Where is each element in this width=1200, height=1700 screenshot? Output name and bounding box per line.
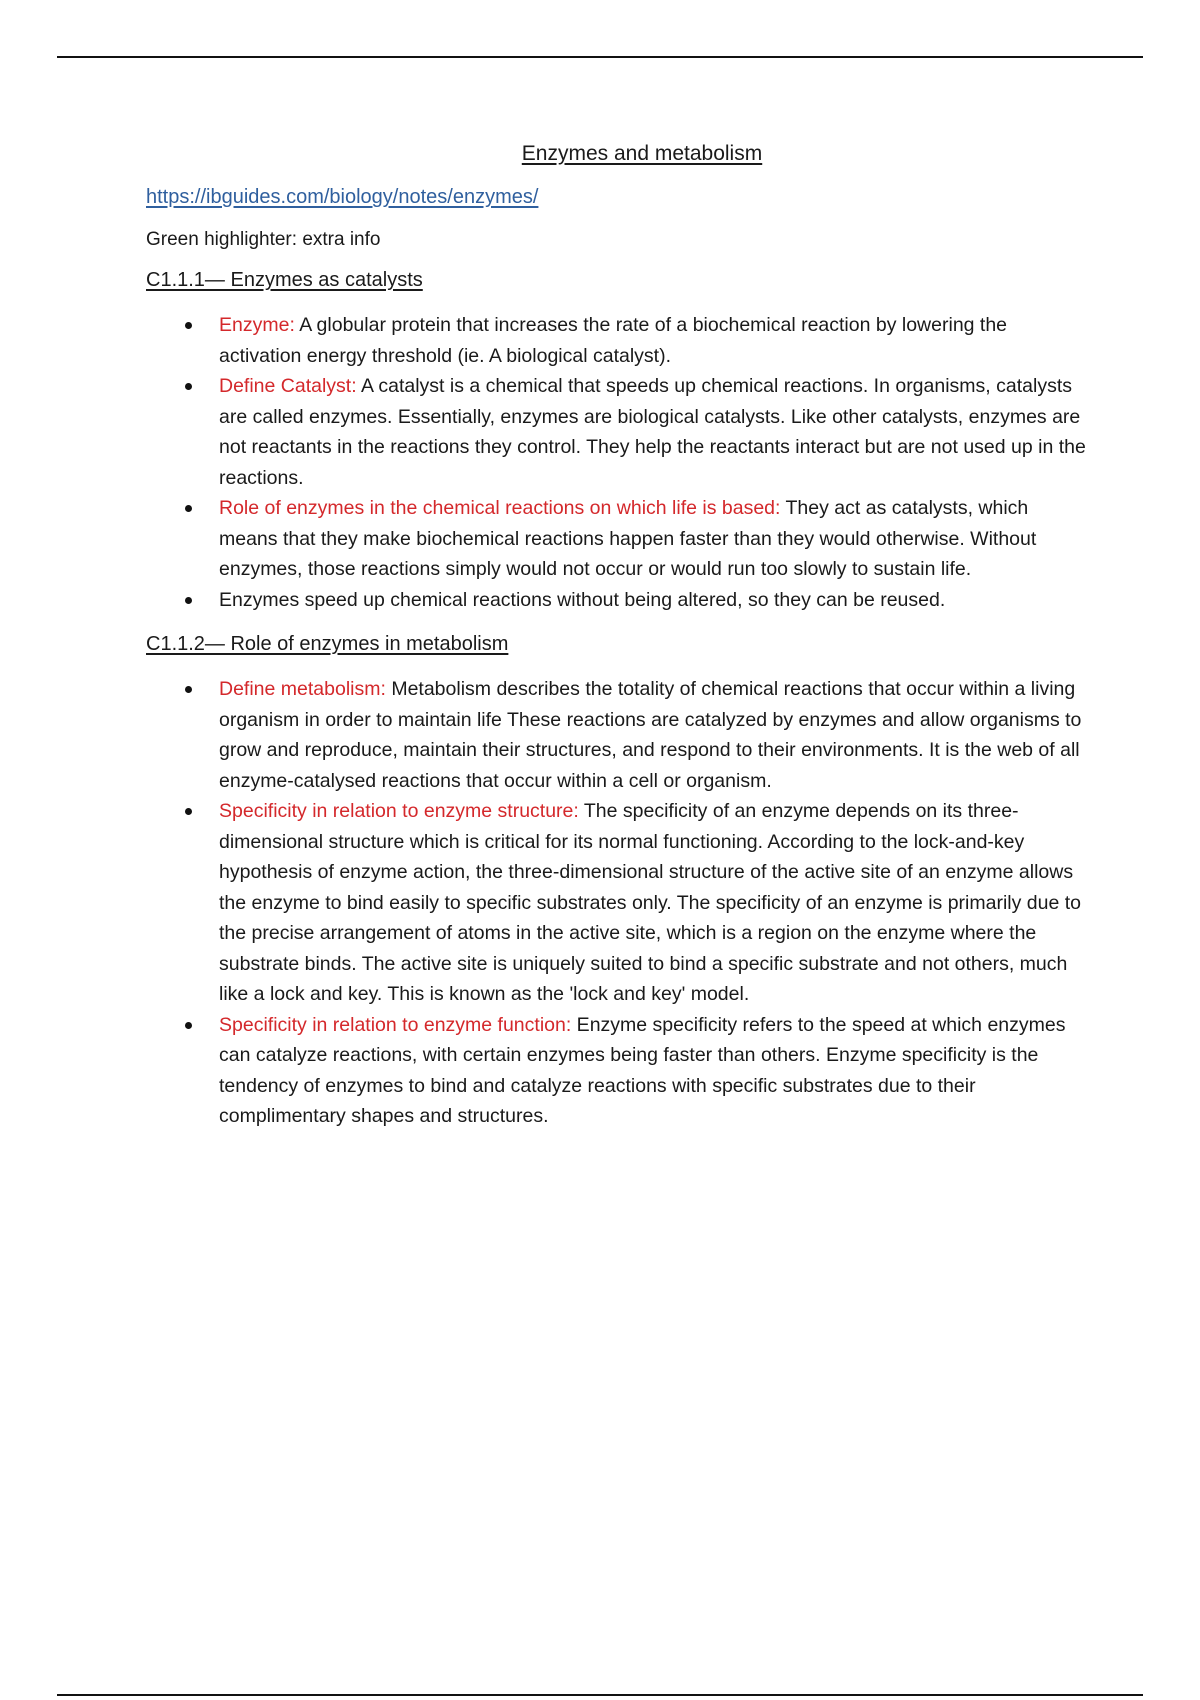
bottom-rule	[57, 1694, 1143, 1696]
list-item	[146, 674, 1090, 796]
bullet-icon	[185, 505, 192, 512]
top-rule	[57, 56, 1143, 58]
section-heading: C1.1.2— Role of enzymes in metabolism	[146, 633, 509, 655]
bullet-icon	[185, 686, 192, 693]
bullet-icon	[185, 1022, 192, 1029]
item-text: They act as catalysts, which means that they make biochemical reactions happen faster than they would otherwise. Without enzymes, those reactions simply would not occur or would run too slowly to sustain life.	[219, 497, 1037, 580]
term-label: Specificity in relation to enzyme function:	[219, 1013, 572, 1036]
section-role-in-metabolism	[146, 633, 1090, 1132]
term-label: Define Catalyst:	[219, 375, 357, 397]
section-enzymes-as-catalysts	[146, 269, 1090, 615]
list-item	[146, 585, 1090, 616]
bullet-icon	[185, 597, 192, 604]
item-text: The specificity of an enzyme depends on its three-dimensional structure which is critical for its normal functioning. According to the lock-and-key hypothesis of enzyme action, the three-dimensional structure of the active site of an enzyme allows the enzyme to bind easily to specific substrates only. The specificity of an enzyme is primarily due to the precise arrangement of atoms in the active site, which is a region on the enzyme where the substrate binds. The active site is uniquely suited to bind a specific substrate and not others, much like a lock and key. This is known as the 'lock and key' model.	[219, 800, 1082, 1005]
list-item	[146, 310, 1090, 371]
bullet-icon	[185, 808, 192, 815]
bullet-icon	[185, 322, 192, 329]
item-text: Enzymes speed up chemical reactions without being altered, so they can be reused.	[219, 588, 946, 611]
reference-link[interactable]: https://ibguides.com/biology/notes/enzymes/	[146, 186, 539, 208]
list-item	[146, 493, 1090, 585]
bullet-icon	[185, 383, 192, 390]
item-text: Metabolism describes the totality of chemical reactions that occur within a living organism in order to maintain life These reactions are catalyzed by enzymes and allow organisms to grow and reproduce, maintain their structures, and respond to their environments. It is the web of all enzyme-catalysed reactions that occur within a cell or organism.	[219, 678, 1082, 792]
term-label: Role of enzymes in the chemical reactions on which life is based:	[219, 497, 781, 519]
document-page	[146, 142, 1090, 1150]
highlighter-note: Green highlighter: extra info	[146, 229, 381, 250]
list-item	[146, 371, 1090, 493]
page-title: Enzymes and metabolism	[521, 142, 763, 165]
term-label: Specificity in relation to enzyme structure:	[219, 800, 579, 822]
term-label: Enzyme:	[219, 314, 295, 336]
bullet-list	[146, 310, 1090, 615]
section-heading: C1.1.1— Enzymes as catalysts	[146, 269, 423, 291]
bullet-list	[146, 674, 1090, 1132]
list-item	[146, 796, 1090, 1010]
term-label: Define metabolism:	[219, 678, 386, 700]
item-text: A catalyst is a chemical that speeds up chemical reactions. In organisms, catalysts are called enzymes. Essentially, enzymes are biological catalysts. Like other catalysts, enzymes are not reactants in the reactions they control. They help the reactants interact but are not used up in the reactions.	[219, 375, 1086, 489]
item-text: Enzyme specificity refers to the speed at which enzymes can catalyze reactions, with certain enzymes being faster than others. Enzyme specificity is the tendency of enzymes to bind and catalyze reactions with specific substrates due to their complimentary shapes and structures.	[219, 1013, 1066, 1127]
item-text: A globular protein that increases the rate of a biochemical reaction by lowering the activation energy threshold (ie. A biological catalyst).	[219, 314, 1008, 367]
list-item	[146, 1010, 1090, 1132]
